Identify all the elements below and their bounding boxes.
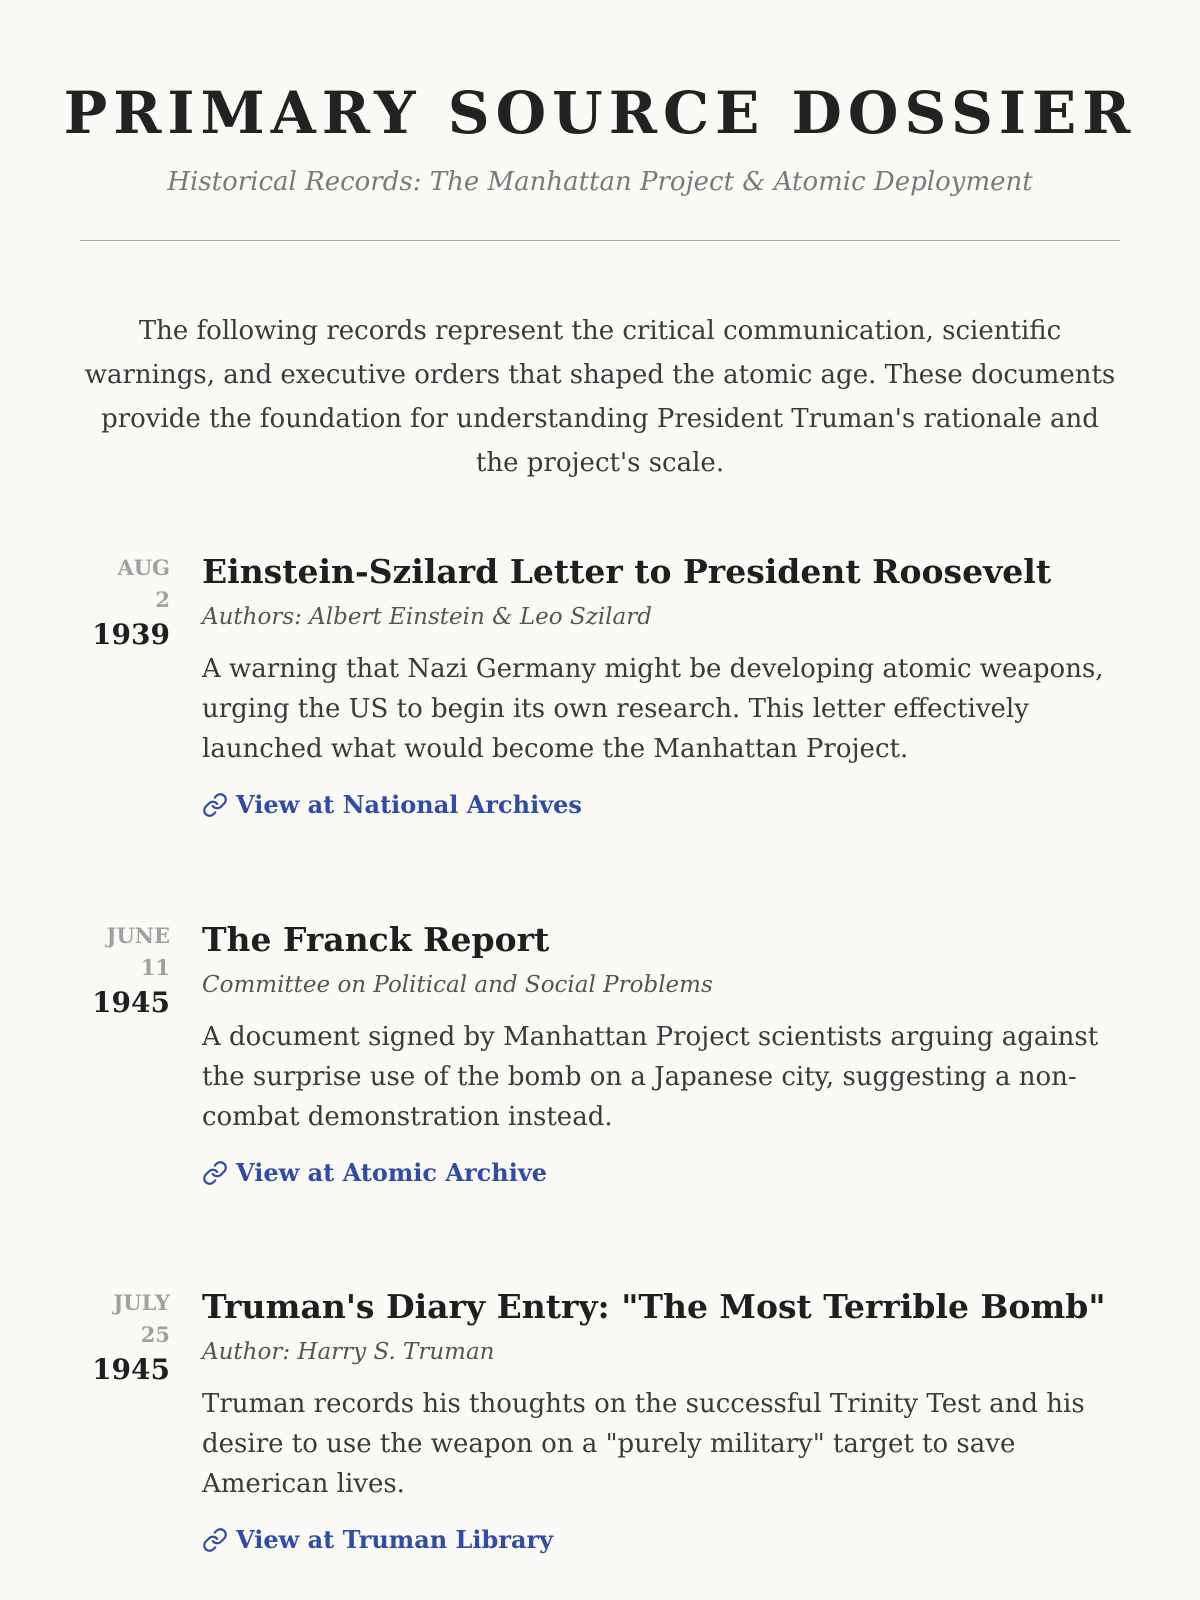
record-year: 1945: [92, 1353, 170, 1386]
page-header: [0, 0, 1200, 198]
record-authors: Author: Harry S. Truman: [202, 1339, 495, 1365]
view-atomic-archive-link[interactable]: [202, 1157, 547, 1189]
record-content: [202, 920, 1122, 1190]
view-truman-library-link[interactable]: [202, 1524, 553, 1556]
record-month: AUG: [117, 555, 170, 580]
link-label: View at National Archives: [236, 790, 582, 819]
record-date: [70, 1287, 170, 1389]
record-content: [202, 1287, 1122, 1557]
record-day: 2: [155, 587, 170, 612]
record-authors: Committee on Political and Social Problems: [202, 972, 713, 998]
record-date: [70, 920, 170, 1022]
header-divider: [80, 240, 1120, 241]
record-year: 1945: [92, 986, 170, 1019]
record-description: A document signed by Manhattan Project scientists arguing against the surprise use of the bomb on a Japanese city, suggesting a non-combat demonstration instead.: [202, 1022, 1099, 1132]
intro-paragraph: The following records represent the critical communication, scientific warnings, and executive orders that shaped the atomic age. These documents provide the foundation for understanding President Truman's rationale and the project's scale.: [84, 316, 1116, 478]
record-description: A warning that Nazi Germany might be developing atomic weapons, urging the US to begin its own research. This letter effectively launched what would become the Manhattan Project.: [202, 654, 1104, 764]
record-title: Truman's Diary Entry: "The Most Terrible Bomb": [202, 1287, 1106, 1326]
view-national-archives-link[interactable]: [202, 789, 582, 821]
record-title: Einstein-Szilard Letter to President Roosevelt: [202, 552, 1052, 591]
link-label: View at Atomic Archive: [236, 1158, 548, 1187]
record-day: 11: [140, 955, 170, 980]
link-icon: [202, 1160, 228, 1186]
link-icon: [202, 792, 228, 818]
record-title: The Franck Report: [202, 920, 550, 959]
record-description: Truman records his thoughts on the successful Trinity Test and his desire to use the weapon on a "purely military" target to save American lives.: [202, 1389, 1085, 1499]
page-subtitle: Historical Records: The Manhattan Project & Atomic Deployment: [167, 167, 1033, 197]
record-authors: Authors: Albert Einstein & Leo Szilard: [202, 604, 652, 630]
record-date: [70, 552, 170, 654]
link-label: View at Truman Library: [236, 1525, 554, 1554]
record-month: JUNE: [106, 923, 170, 948]
page-title: PRIMARY SOURCE DOSSIER: [63, 79, 1137, 147]
record-content: [202, 552, 1122, 822]
record-day: 25: [140, 1322, 170, 1347]
record-month: JULY: [113, 1290, 170, 1315]
record-year: 1939: [92, 618, 170, 651]
link-icon: [202, 1527, 228, 1553]
